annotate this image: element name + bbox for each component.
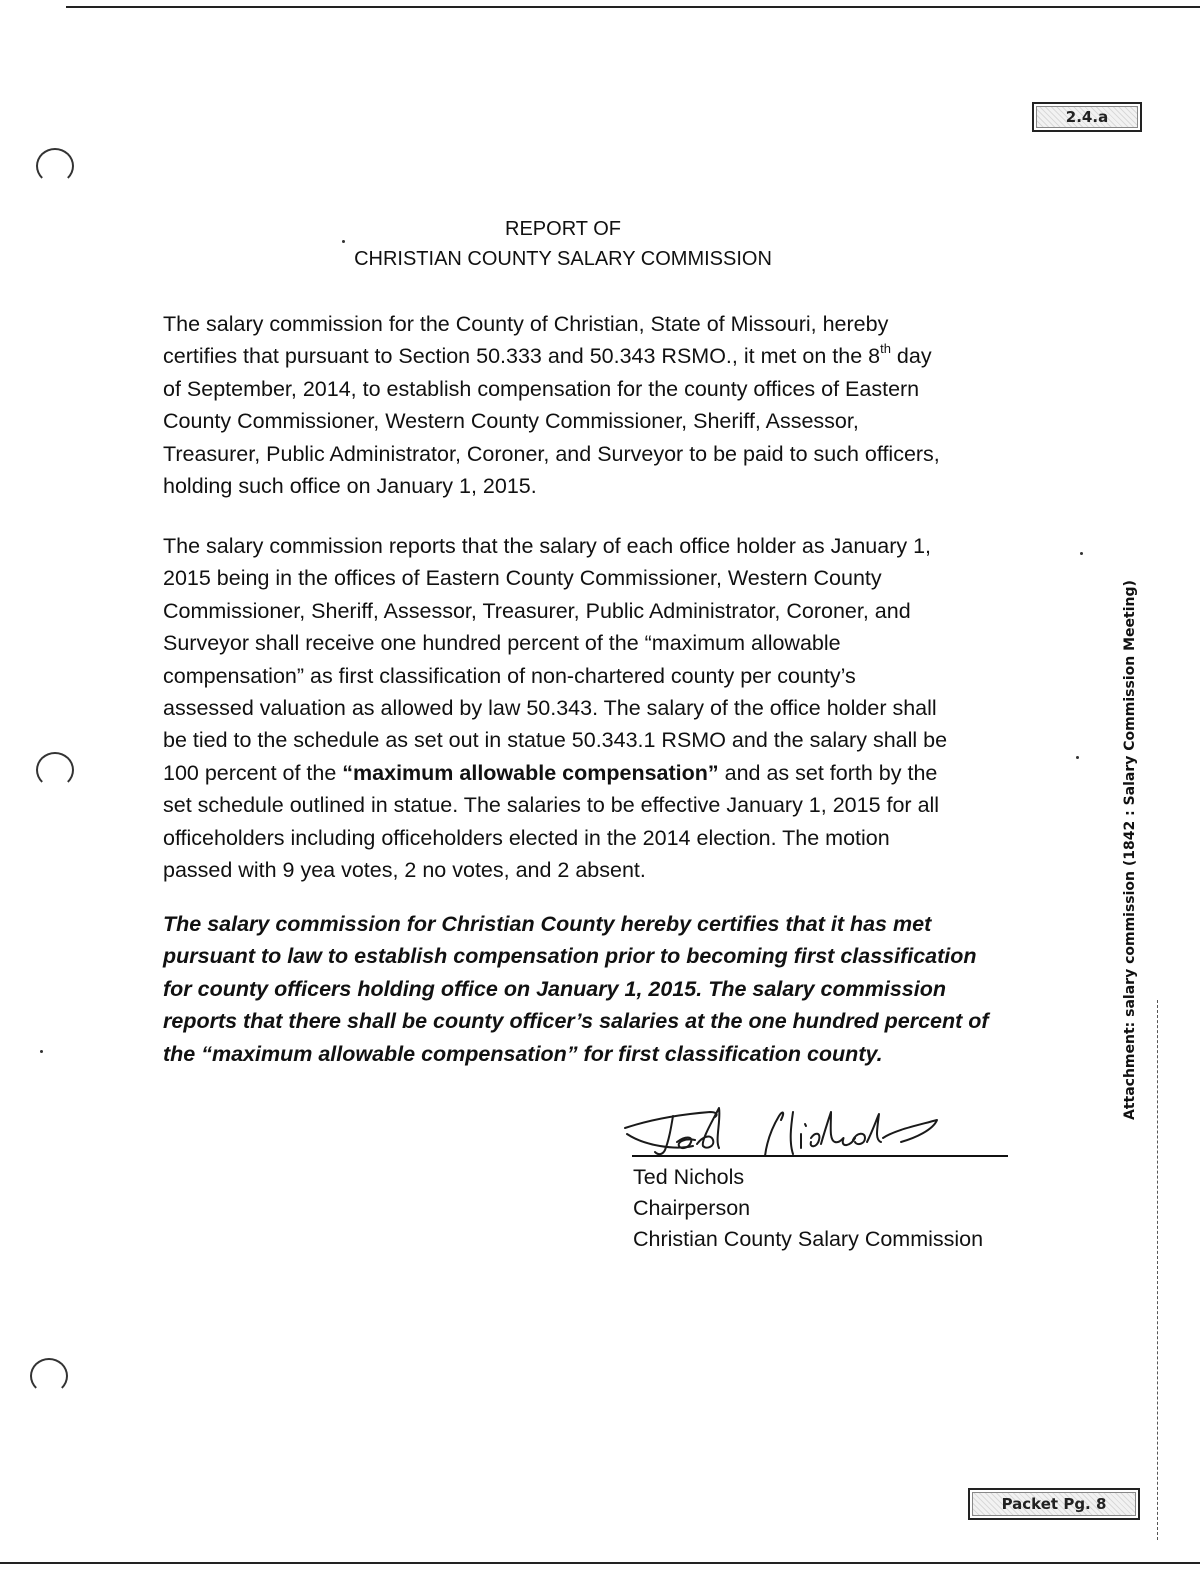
paragraph-line: 2015 being in the offices of Eastern County Commissioner, Western County xyxy=(163,566,882,591)
paragraph-line: the “maximum allowable compensation” for first classification county. xyxy=(163,1041,883,1066)
item-number-tag: 2.4.a xyxy=(1032,102,1142,132)
paragraph-line: Surveyor shall receive one hundred percent of the “maximum allowable xyxy=(163,631,841,656)
certification-paragraph xyxy=(163,308,1043,502)
paragraph-line-text: 100 percent of the xyxy=(163,760,343,785)
paragraph-line xyxy=(163,757,1043,789)
punch-hole-icon xyxy=(36,752,74,788)
signer-name: Ted Nichols xyxy=(633,1165,745,1189)
paragraph-line: reports that there shall be county officer’s salaries at the one hundred percent of xyxy=(163,1009,989,1034)
paragraph-line: for county officers holding office on January 1, 2015. The salary commission xyxy=(163,976,946,1001)
salary-report-paragraph xyxy=(163,530,1043,886)
right-margin-line xyxy=(1157,1000,1158,1540)
paragraph-line: of September, 2014, to establish compensation for the county offices of Eastern xyxy=(163,376,920,401)
final-certification-paragraph xyxy=(163,908,1043,1070)
signer-title: Chairperson xyxy=(633,1196,751,1220)
paragraph-line: Commissioner, Sheriff, Assessor, Treasurer, Public Administrator, Coroner, and xyxy=(163,598,911,623)
emphasized-term: “maximum allowable compensation” xyxy=(342,760,719,785)
paragraph-line: The salary commission for Christian County hereby certifies that it has met xyxy=(163,912,932,936)
scan-speck xyxy=(1080,552,1083,555)
handwritten-signature xyxy=(615,1090,1015,1160)
paragraph-line: holding such office on January 1, 2015. xyxy=(163,474,537,499)
attachment-side-label: Attachment: salary commission (1842 : Salary Commission Meeting) xyxy=(1122,580,1138,1120)
paragraph-line-text: certifies that pursuant to Section 50.333 and 50.343 RSMO., it met on the 8 xyxy=(163,344,881,369)
paragraph-line: The salary commission for the County of Christian, State of Missouri, hereby xyxy=(163,312,889,336)
paragraph-line-text: and as set forth by the xyxy=(718,760,938,785)
ordinal-suffix: th xyxy=(880,341,891,357)
paragraph-line xyxy=(163,340,1043,372)
top-border-line xyxy=(66,6,1200,8)
paragraph-line-text: day xyxy=(890,344,932,369)
packet-page-tag: Packet Pg. 8 xyxy=(968,1488,1140,1520)
paragraph-line: be tied to the schedule as set out in statue 50.343.1 RSMO and the salary shall be xyxy=(163,728,948,753)
paragraph-line: Treasurer, Public Administrator, Coroner, and Surveyor to be paid to such officers, xyxy=(163,441,940,466)
paragraph-line: pursuant to law to establish compensation prior to becoming first classification xyxy=(163,944,977,969)
signature-line xyxy=(632,1155,1008,1157)
paragraph-line: officeholders including officeholders elected in the 2014 election. The motion xyxy=(163,825,890,850)
scan-speck xyxy=(40,1050,43,1053)
signer-organization: Christian County Salary Commission xyxy=(633,1227,984,1251)
paragraph-line: compensation” as first classification of non-chartered county per county’s xyxy=(163,663,856,688)
paragraph-line: The salary commission reports that the salary of each office holder as January 1, xyxy=(163,534,932,558)
paragraph-line: set schedule outlined in statue. The salaries to be effective January 1, 2015 for all xyxy=(163,793,940,818)
punch-hole-icon xyxy=(36,148,74,184)
report-subtitle: CHRISTIAN COUNTY SALARY COMMISSION xyxy=(354,248,772,270)
report-title: REPORT OF xyxy=(505,218,621,240)
paragraph-line: County Commissioner, Western County Commissioner, Sheriff, Assessor, xyxy=(163,409,859,434)
bottom-border-line xyxy=(0,1562,1200,1564)
punch-hole-icon xyxy=(30,1358,68,1394)
paragraph-line: passed with 9 yea votes, 2 no votes, and 2 absent. xyxy=(163,858,646,883)
paragraph-line: assessed valuation as allowed by law 50.343. The salary of the office holder shall xyxy=(163,696,937,721)
scan-speck xyxy=(1076,756,1079,759)
